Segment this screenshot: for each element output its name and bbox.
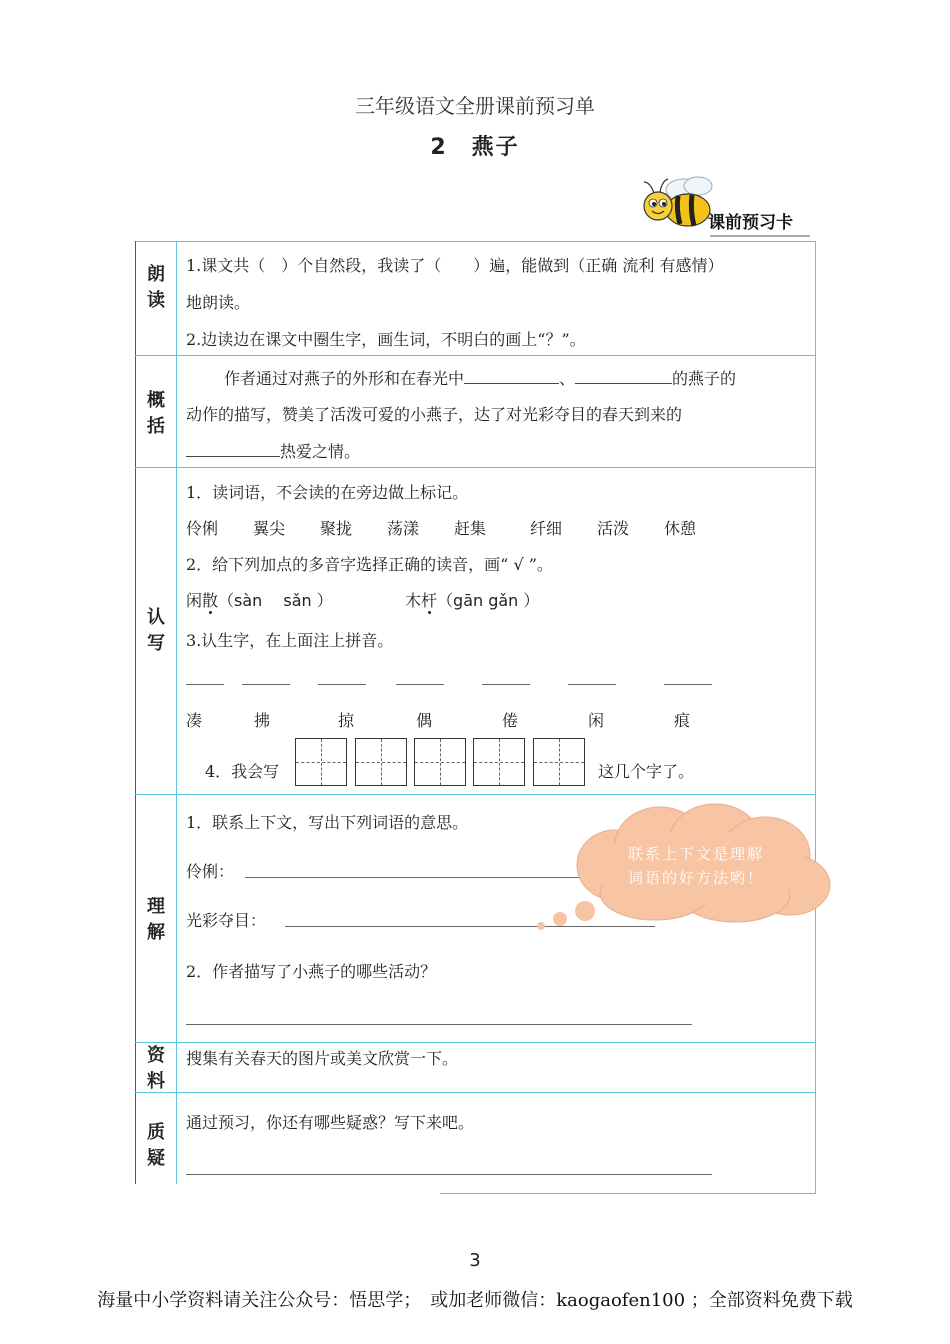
row-divider	[135, 794, 815, 795]
section-label-summary: 概 括	[147, 390, 165, 437]
reading-line-3: 2.边读边在课文中圈生字，画生词，不明白的画上“？”。	[186, 330, 586, 349]
pinyin-line[interactable]	[568, 684, 616, 685]
word-item: 聚拢	[320, 519, 353, 538]
summary-line-3: 热爱之情。	[186, 439, 360, 462]
summary-blank-3[interactable]	[186, 440, 280, 457]
term-label-1: 伶俐：	[186, 862, 235, 881]
understanding-q2: 2．作者描写了小燕子的哪些活动？	[186, 962, 437, 981]
section-label-writing: 认 写	[147, 607, 165, 654]
reading-line-1: 1.课文共（ ）个自然段，我读了（ ）遍，能做到（正确 流利 有感情）	[186, 256, 724, 275]
character-item: 拂	[254, 711, 271, 730]
section-label-materials: 资 料	[147, 1045, 165, 1092]
page-number: 3	[469, 1250, 481, 1271]
tip-text: 联系上下文是理解 词语的好方法哟！	[628, 845, 765, 887]
pinyin-line[interactable]	[318, 684, 366, 685]
word-item: 休憩	[664, 519, 697, 538]
reading-line-2: 地朗读。	[186, 293, 251, 312]
character-item: 倦	[502, 711, 519, 730]
character-item: 痕	[674, 711, 691, 730]
word-item: 活泼	[597, 519, 630, 538]
answer-line-questions[interactable]	[186, 1174, 712, 1175]
character-item: 掠	[338, 711, 355, 730]
pinyin-line[interactable]	[186, 684, 224, 685]
writing-grid-box[interactable]	[295, 738, 347, 786]
word-item: 赶集	[454, 519, 487, 538]
term-label-2: 光彩夺目：	[186, 911, 267, 930]
document-title: 三年级语文全册课前预习单	[355, 94, 595, 118]
word-item: 纤细	[530, 519, 563, 538]
word-item: 伶俐	[186, 519, 219, 538]
character-item: 偶	[416, 711, 433, 730]
table-border-right	[815, 241, 816, 1194]
summary-blank-2[interactable]	[575, 367, 672, 384]
writing-grid-box[interactable]	[414, 738, 466, 786]
understanding-q1: 1．联系上下文，写出下列词语的意思。	[186, 813, 469, 832]
row-divider	[135, 355, 815, 356]
writing-grid-box[interactable]	[533, 738, 585, 786]
writing-q4-prefix: 4．我会写	[205, 762, 280, 781]
polyphone-item: 木杆（gān gǎn ）	[405, 591, 540, 610]
pinyin-line[interactable]	[664, 684, 712, 685]
writing-q3: 3.认生字，在上面注上拼音。	[186, 631, 394, 650]
section-label-questions: 质 疑	[147, 1122, 165, 1169]
writing-grid-box[interactable]	[355, 738, 407, 786]
summary-blank-1[interactable]	[464, 367, 559, 384]
summary-line-2: 动作的描写，赞美了活泼可爱的小燕子，达了对光彩夺目的春天到来的	[186, 405, 683, 424]
writing-q2: 2．给下列加点的多音字选择正确的读音，画“ √ ”。	[186, 555, 553, 574]
pinyin-line[interactable]	[242, 684, 290, 685]
materials-text: 搜集有关春天的图片或美文欣赏一下。	[186, 1049, 459, 1068]
section-label-understanding: 理 解	[147, 896, 165, 943]
pinyin-line[interactable]	[482, 684, 530, 685]
row-divider	[135, 1042, 815, 1043]
polyphone-item: 闲散（sàn sǎn ）	[186, 591, 333, 610]
word-item: 翼尖	[253, 519, 286, 538]
row-divider	[135, 1092, 815, 1093]
character-item: 闲	[588, 711, 605, 730]
row-divider	[135, 467, 815, 468]
character-item: 凑	[186, 711, 203, 730]
answer-line-activities[interactable]	[186, 1024, 692, 1025]
footer-note: 海量中小学资料请关注公众号：悟思学； 或加老师微信：kaogaofen100 ；全部资料免费下载	[97, 1290, 853, 1311]
writing-grid-box[interactable]	[473, 738, 525, 786]
section-label-reading: 朗 读	[147, 264, 165, 311]
questions-text: 通过预习，你还有哪些疑惑？写下来吧。	[186, 1113, 475, 1132]
writing-q1: 1．读词语，不会读的在旁边做上标记。	[186, 483, 469, 502]
table-border-bottom	[440, 1193, 815, 1194]
lesson-title: 2 燕子	[430, 135, 520, 160]
writing-q4-suffix: 这几个字了。	[598, 762, 695, 781]
table-border-top	[135, 241, 815, 242]
summary-line-1: 作者通过对燕子的外形和在春光中 、 的燕子的	[224, 369, 737, 388]
preview-card-label: 课前预习卡	[708, 213, 793, 233]
word-item: 荡漾	[387, 519, 420, 538]
pinyin-line[interactable]	[396, 684, 444, 685]
